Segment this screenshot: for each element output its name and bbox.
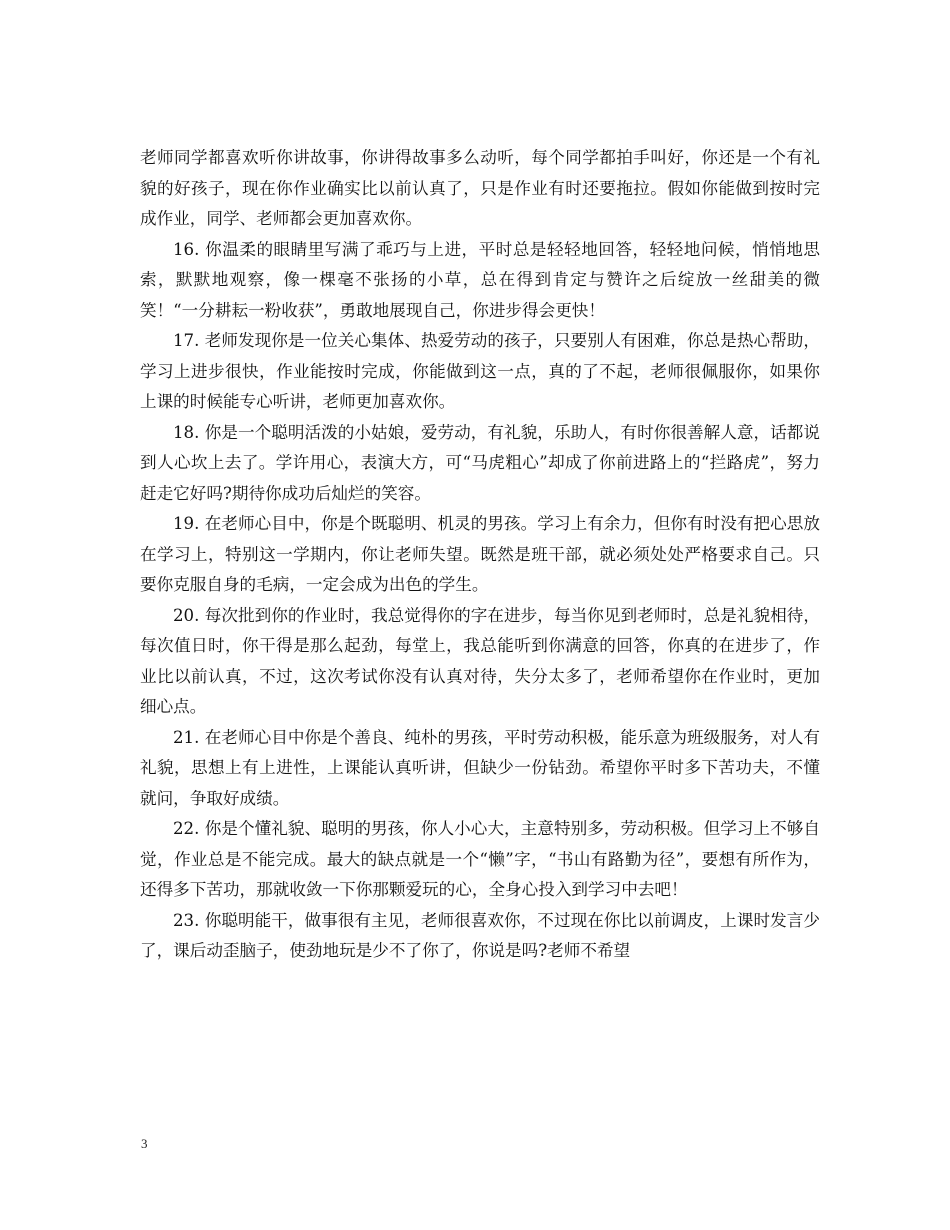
paragraph-16: 16. 你温柔的眼睛里写满了乖巧与上进，平时总是轻轻地回答，轻轻地问候，悄悄地思索，默默地观察，像一棵毫不张扬的小草，总在得到肯定与赞许之后绽放一丝甜美的微笑！“一分耕耘一粉收获”，勇敢地展现自己，你进步得会更快！ <box>140 239 820 320</box>
document-body <box>140 143 820 967</box>
paragraph-21: 21. 在老师心目中你是个善良、纯朴的男孩，平时劳动积极，能乐意为班级服务，对人有礼貌，思想上有上进性，上课能认真听讲，但缺少一份钻劲。希望你平时多下苦功夫，不懂就问，争取好成绩。 <box>140 727 820 808</box>
paragraph-22: 22. 你是个懂礼貌、聪明的男孩，你人小心大，主意特别多，劳动积极。但学习上不够自觉，作业总是不能完成。最大的缺点就是一个“懒”字，“书山有路勤为径”，要想有所作为，还得多下苦功，那就收敛一下你那颗爱玩的心，全身心投入到学习中去吧！ <box>140 819 820 899</box>
paragraph-19: 19. 在老师心目中，你是个既聪明、机灵的男孩。学习上有余力，但你有时没有把心思放在学习上，特别这一学期内，你让老师失望。既然是班干部，就必须处处严格要求自己。只要你克服自身的毛病，一定会成为出色的学生。 <box>140 514 820 594</box>
page-number: 3 <box>141 1136 148 1151</box>
paragraph-20: 20. 每次批到你的作业时，我总觉得你的字在进步，每当你见到老师时，总是礼貌相待，每次值日时，你干得是那么起劲，每堂上，我总能听到你满意的回答，你真的在进步了，作业比以前认真，不过，这次考试你没有认真对待，失分太多了，老师希望你在作业时，更加细心点。 <box>140 605 820 716</box>
paragraph-23: 23. 你聪明能干，做事很有主见，老师很喜欢你，不过现在你比以前调皮，上课时发言少了，课后动歪脑子，使劲地玩是少不了你了，你说是吗?老师不希望 <box>140 910 820 960</box>
paragraph-continuation: 老师同学都喜欢听你讲故事，你讲得故事多么动听，每个同学都拍手叫好，你还是一个有礼貌的好孩子，现在你作业确实比以前认真了，只是作业有时还要拖拉。假如你能做到按时完成作业，同学、老师都会更加喜欢你。 <box>140 148 820 228</box>
paragraph-17: 17. 老师发现你是一位关心集体、热爱劳动的孩子，只要别人有困难，你总是热心帮助，学习上进步很快，作业能按时完成，你能做到这一点，真的了不起，老师很佩服你，如果你上课的时候能专心听讲，老师更加喜欢你。 <box>140 331 820 411</box>
paragraph-18: 18. 你是一个聪明活泼的小姑娘，爱劳动，有礼貌，乐助人，有时你很善解人意，话都说到人心坎上去了。学许用心，表演大方，可“马虎粗心”却成了你前进路上的“拦路虎”，努力赶走它好吗?期待你成功后灿烂的笑容。 <box>140 422 820 503</box>
